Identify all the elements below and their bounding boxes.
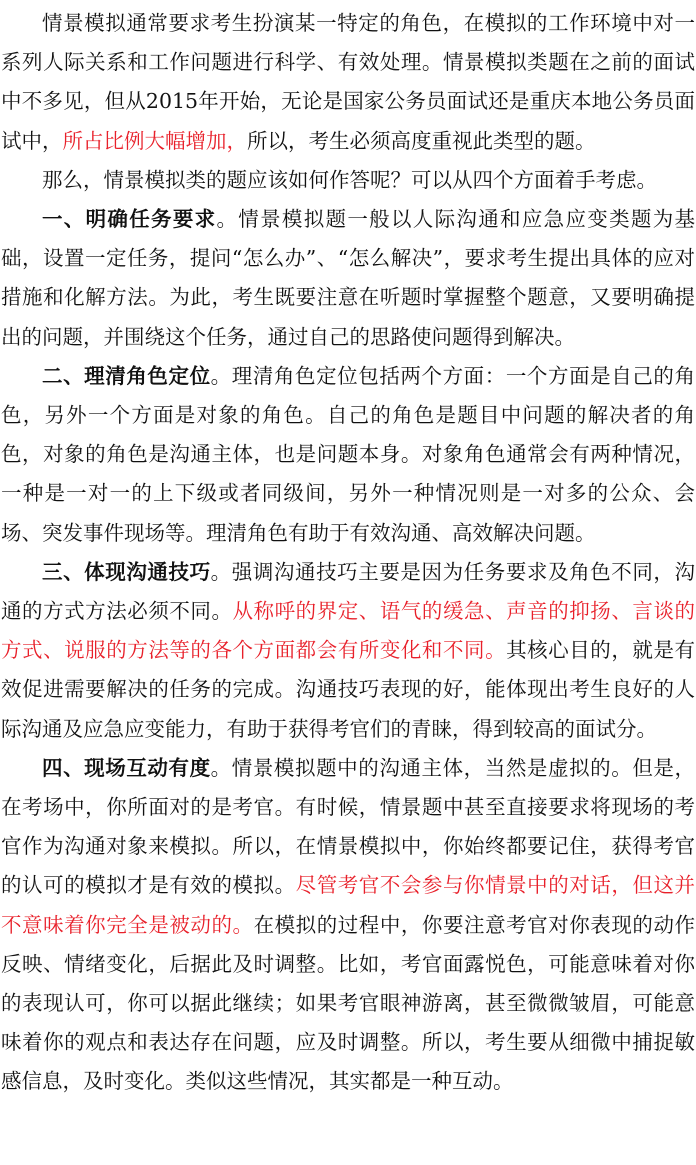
text-segment: 所以，考生必须高度重视此类型的题。 [247,128,596,153]
text-segment: 那么，情景模拟类的题应该如何作答呢？可以从四个方面着手考虑。 [42,167,657,192]
text-segment: 情景模拟通常要求考生扮演某一特定的角色，在模拟的工作环境中对一系列人际关系和工作问题进行科学、有效处理。情景模拟类题在之前的面试中不多见，但从2015年开始，无论是国家公务员面试还是重庆本地公务员面试中， [1,11,695,153]
text-segment: 其核心目的，就是有效促进需要解决的任务的完成。沟通技巧表现的好，能体现出考生良好的人际沟通及应急应变能力，有助于获得考官们的青睐，得到较高的面试分。 [1,638,695,741]
section-heading: 二、理清角色定位 [42,363,211,388]
text-segment: 。情景模拟题中的沟通主体，当然是虚拟的。但是，在考场中，你所面对的是考官。有时候，情景题中甚至直接要求将现场的考官作为沟通对象来模拟。所以，在情景模拟中，你始终都要记住，获得考官的认可的模拟才是有效的模拟。 [1,755,696,898]
section-heading: 一、明确任务要求 [42,207,217,232]
text-segment: 。理清角色定位包括两个方面：一个方面是自己的角色，另外一个方面是对象的角色。自己的角色是题目中问题的解决者的角色，对象的角色是沟通主体，也是问题本身。对象角色通常会有两种情况，一种是一对一的上下级或者同级间，另外一种情况则是一对多的公众、会场、突发事件现场等。理清角色有助于有效沟通、高效解决问题。 [1,363,696,545]
text-segment: 。强调沟通技巧主要是因为任务要求及角色不同，沟通的方式方法必须不同。 [1,559,696,624]
highlight-text: 所占比例大幅增加， [62,128,247,153]
paragraph-point-3 [1,553,695,749]
paragraph-point-2 [1,357,695,553]
section-heading: 三、体现沟通技巧 [42,559,211,584]
highlight-text: 尽管考官不会参与你情景中的对话，但这并不意味着你完全是被动的。 [1,873,695,937]
text-segment: 在模拟的过程中，你要注意考官对你表现的动作反映、情绪变化，后据此及时调整。比如，考官面露悦色，可能意味着对你的表现认可，你可以据此继续；如果考官眼神游离，甚至微微皱眉，可能意味着你的观点和表达存在问题，应及时调整。所以，考生要从细微中捕捉敏感信息，及时变化。类似这些情况，其实都是一种互动。 [1,912,695,1094]
text-segment: 。情景模拟题一般以人际沟通和应急应变类题为基础，设置一定任务，提问“怎么办”、“怎么解决”，要求考生提出具体的应对措施和化解方法。为此，考生既要注意在听题时掌握整个题意，又要明确提出的问题，并围绕这个任务，通过自己的思路使问题得到解决。 [1,207,696,349]
paragraph-intro [1,4,695,161]
section-heading: 四、现场互动有度 [42,755,211,780]
paragraph-point-4 [1,749,695,1102]
highlight-text: 从称呼的界定、语气的缓急、声音的抑扬、言谈的方式、说服的方法等的各个方面都会有所变化和不同。 [1,599,695,663]
paragraph-question [1,161,695,200]
paragraph-point-1 [1,200,695,357]
